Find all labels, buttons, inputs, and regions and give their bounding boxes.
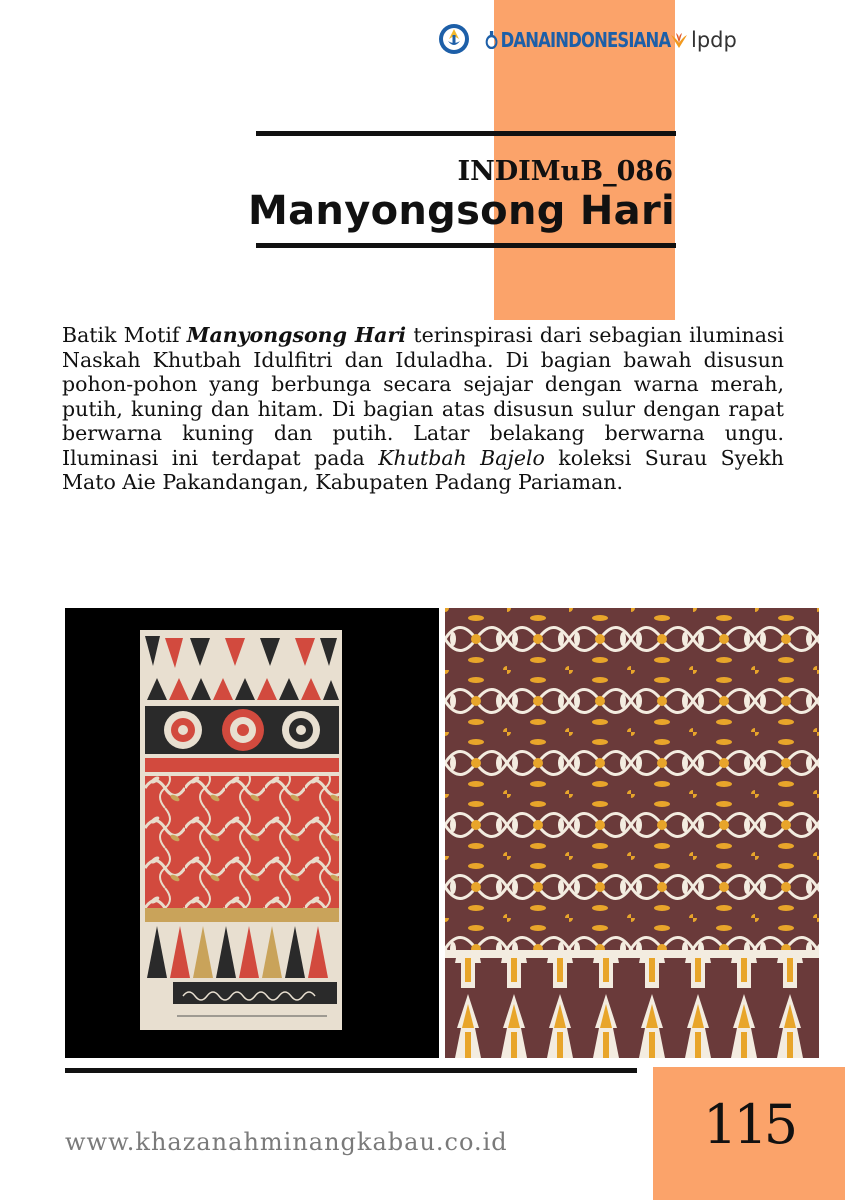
motif-code: INDIMuB_086: [457, 156, 673, 187]
page-number: 115: [703, 1093, 795, 1156]
description-source: Khutbah Bajelo: [378, 445, 545, 470]
description-motif-name: Manyongsong Hari: [186, 323, 407, 347]
manuscript-illumination-photo: [65, 608, 439, 1058]
footer-rule: [65, 1068, 637, 1073]
dana-indonesiana-logo: [485, 28, 670, 52]
dana-indonesiana-label: DANAINDONESIANA: [500, 28, 671, 52]
header-logos: [438, 22, 748, 58]
description-main: terinspirasi dari sebagian iluminasi Naskah Khutbah Idulfitri dan Iduladha. Di bagian bawah disusun pohon-pohon yang berbunga secara sejajar dengan warna merah, putih, kuning dan hitam. Di bagian atas disusun sulur dengan rapat berwarna kuning dan putih. Latar belakang berwarna ungu. Iluminasi ini terdapat pada: [62, 323, 784, 470]
description-paragraph: [62, 323, 784, 495]
title-rule-top: [256, 131, 676, 136]
tut-wuri-handayani-emblem-icon: [438, 23, 470, 55]
motif-title: Manyongsong Hari: [248, 188, 675, 234]
description-collection: koleksi Surau Syekh Mato Aie Pakandangan, Kabupaten Padang Pariaman.: [62, 445, 784, 494]
lpdp-flame-icon: [669, 29, 689, 49]
batik-pattern-artwork: [445, 608, 819, 1058]
lpdp-label: lpdp: [691, 28, 737, 52]
dana-indonesiana-icon: [485, 31, 498, 49]
description-intro: Batik Motif: [62, 323, 187, 347]
lpdp-logo: [669, 28, 737, 52]
title-rule-bottom: [256, 243, 676, 248]
website-url: www.khazanahminangkabau.co.id: [65, 1128, 508, 1156]
batik-pattern-image: [445, 608, 819, 1058]
manuscript-illumination-image: [65, 608, 439, 1058]
